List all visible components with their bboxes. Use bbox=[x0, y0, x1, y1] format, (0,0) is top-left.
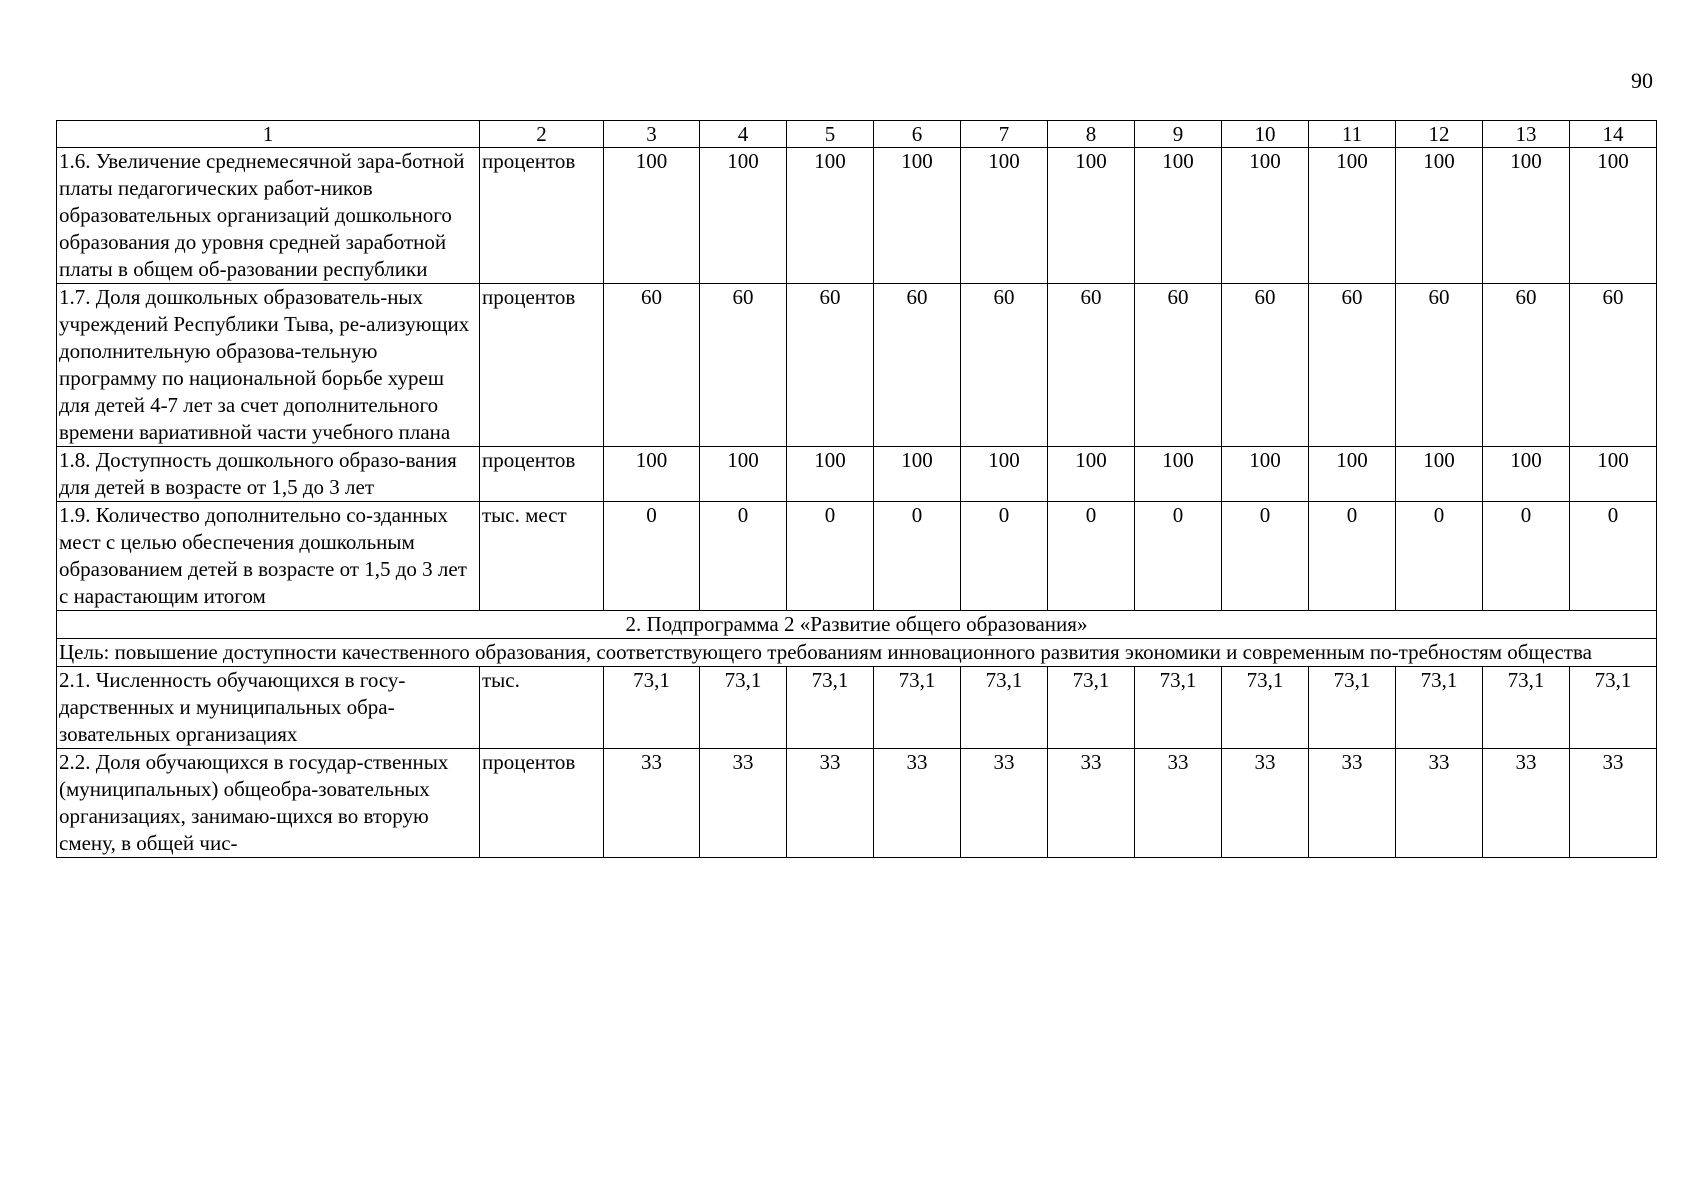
value-cell: 100 bbox=[1135, 447, 1222, 502]
value-cell: 0 bbox=[1309, 502, 1396, 611]
value-cell: 100 bbox=[961, 447, 1048, 502]
value-cell: 60 bbox=[1396, 284, 1483, 447]
value-cell: 100 bbox=[1483, 447, 1570, 502]
table-row bbox=[57, 447, 1657, 502]
value-cell: 0 bbox=[787, 502, 874, 611]
unit-cell: процентов bbox=[480, 284, 604, 447]
value-cell: 0 bbox=[700, 502, 787, 611]
value-cell: 100 bbox=[604, 148, 700, 284]
value-cell: 0 bbox=[961, 502, 1048, 611]
value-cell: 73,1 bbox=[1570, 667, 1657, 749]
value-cell: 100 bbox=[874, 447, 961, 502]
value-cell: 60 bbox=[1309, 284, 1396, 447]
page-number: 90 bbox=[1631, 68, 1653, 93]
value-cell: 100 bbox=[700, 447, 787, 502]
value-cell: 100 bbox=[700, 148, 787, 284]
value-cell: 60 bbox=[1048, 284, 1135, 447]
column-number: 4 bbox=[700, 121, 787, 148]
indicator-cell: 1.9. Количество дополнительно со-зданных мест с целью обеспечения дошкольным образованием детей в возрасте от 1,5 до 3 лет с нарастающим итогом bbox=[57, 502, 480, 611]
value-cell: 0 bbox=[604, 502, 700, 611]
table-row bbox=[57, 749, 1657, 858]
value-cell: 100 bbox=[1396, 148, 1483, 284]
value-cell: 33 bbox=[787, 749, 874, 858]
value-cell: 73,1 bbox=[604, 667, 700, 749]
value-cell: 60 bbox=[1135, 284, 1222, 447]
value-cell: 0 bbox=[1048, 502, 1135, 611]
column-number: 2 bbox=[480, 121, 604, 148]
value-cell: 73,1 bbox=[961, 667, 1048, 749]
value-cell: 0 bbox=[1222, 502, 1309, 611]
value-cell: 100 bbox=[1570, 447, 1657, 502]
column-number: 1 bbox=[57, 121, 480, 148]
value-cell: 73,1 bbox=[700, 667, 787, 749]
value-cell: 73,1 bbox=[787, 667, 874, 749]
value-cell: 100 bbox=[1309, 148, 1396, 284]
unit-cell: процентов bbox=[480, 749, 604, 858]
column-number: 7 bbox=[961, 121, 1048, 148]
column-number: 12 bbox=[1396, 121, 1483, 148]
indicator-cell: 1.6. Увеличение среднемесячной зара-ботной платы педагогических работ-ников образовательных организаций дошкольного образования до уровня средней заработной платы в общем об-разовании республики bbox=[57, 148, 480, 284]
value-cell: 73,1 bbox=[1222, 667, 1309, 749]
value-cell: 33 bbox=[1570, 749, 1657, 858]
goal-text-row bbox=[57, 639, 1657, 667]
value-cell: 33 bbox=[1483, 749, 1570, 858]
value-cell: 33 bbox=[1396, 749, 1483, 858]
value-cell: 33 bbox=[874, 749, 961, 858]
value-cell: 100 bbox=[1570, 148, 1657, 284]
value-cell: 0 bbox=[874, 502, 961, 611]
value-cell: 100 bbox=[1222, 148, 1309, 284]
unit-cell: процентов bbox=[480, 447, 604, 502]
unit-cell: тыс. мест bbox=[480, 502, 604, 611]
value-cell: 60 bbox=[1570, 284, 1657, 447]
value-cell: 100 bbox=[604, 447, 700, 502]
value-cell: 33 bbox=[1135, 749, 1222, 858]
indicator-cell: 2.1. Численность обучающихся в госу-дарственных и муниципальных обра-зовательных организациях bbox=[57, 667, 480, 749]
value-cell: 33 bbox=[1048, 749, 1135, 858]
value-cell: 60 bbox=[700, 284, 787, 447]
column-number: 10 bbox=[1222, 121, 1309, 148]
column-number: 13 bbox=[1483, 121, 1570, 148]
value-cell: 73,1 bbox=[874, 667, 961, 749]
table-row bbox=[57, 502, 1657, 611]
value-cell: 0 bbox=[1483, 502, 1570, 611]
value-cell: 60 bbox=[1483, 284, 1570, 447]
column-numbers-row bbox=[57, 121, 1657, 148]
value-cell: 33 bbox=[961, 749, 1048, 858]
value-cell: 73,1 bbox=[1396, 667, 1483, 749]
value-cell: 100 bbox=[1048, 148, 1135, 284]
value-cell: 100 bbox=[1222, 447, 1309, 502]
indicators-table bbox=[56, 120, 1657, 858]
section-title: 2. Подпрограмма 2 «Развитие общего образования» bbox=[57, 611, 1657, 639]
value-cell: 100 bbox=[1048, 447, 1135, 502]
value-cell: 33 bbox=[1222, 749, 1309, 858]
indicator-cell: 2.2. Доля обучающихся в государ-ственных (муниципальных) общеобра-зовательных организациях, занимаю-щихся во вторую смену, в общей чис- bbox=[57, 749, 480, 858]
value-cell: 33 bbox=[1309, 749, 1396, 858]
value-cell: 100 bbox=[787, 148, 874, 284]
column-number: 5 bbox=[787, 121, 874, 148]
column-number: 11 bbox=[1309, 121, 1396, 148]
table-row bbox=[57, 284, 1657, 447]
value-cell: 0 bbox=[1135, 502, 1222, 611]
table-row bbox=[57, 148, 1657, 284]
value-cell: 100 bbox=[787, 447, 874, 502]
value-cell: 73,1 bbox=[1048, 667, 1135, 749]
value-cell: 73,1 bbox=[1309, 667, 1396, 749]
unit-cell: тыс. bbox=[480, 667, 604, 749]
column-number: 14 bbox=[1570, 121, 1657, 148]
value-cell: 60 bbox=[787, 284, 874, 447]
column-number: 9 bbox=[1135, 121, 1222, 148]
table-body bbox=[57, 121, 1657, 858]
value-cell: 100 bbox=[961, 148, 1048, 284]
value-cell: 33 bbox=[604, 749, 700, 858]
section-title-row bbox=[57, 611, 1657, 639]
value-cell: 73,1 bbox=[1483, 667, 1570, 749]
value-cell: 60 bbox=[604, 284, 700, 447]
column-number: 3 bbox=[604, 121, 700, 148]
value-cell: 60 bbox=[1222, 284, 1309, 447]
value-cell: 100 bbox=[1135, 148, 1222, 284]
goal-text: Цель: повышение доступности качественного образования, соответствующего требованиям инновационного развития экономики и современным по-требностям общества bbox=[57, 639, 1657, 667]
value-cell: 100 bbox=[1483, 148, 1570, 284]
value-cell: 100 bbox=[874, 148, 961, 284]
value-cell: 73,1 bbox=[1135, 667, 1222, 749]
value-cell: 60 bbox=[961, 284, 1048, 447]
indicator-cell: 1.7. Доля дошкольных образователь-ных учреждений Республики Тыва, ре-ализующих дополнительную образова-тельную программу по национальной борьбе хуреш для детей 4-7 лет за счет дополнительного времени вариативной части учебного плана bbox=[57, 284, 480, 447]
column-number: 6 bbox=[874, 121, 961, 148]
value-cell: 100 bbox=[1309, 447, 1396, 502]
indicator-cell: 1.8. Доступность дошкольного образо-вания для детей в возрасте от 1,5 до 3 лет bbox=[57, 447, 480, 502]
column-number: 8 bbox=[1048, 121, 1135, 148]
value-cell: 100 bbox=[1396, 447, 1483, 502]
unit-cell: процентов bbox=[480, 148, 604, 284]
value-cell: 0 bbox=[1396, 502, 1483, 611]
value-cell: 33 bbox=[700, 749, 787, 858]
value-cell: 60 bbox=[874, 284, 961, 447]
value-cell: 0 bbox=[1570, 502, 1657, 611]
table-row bbox=[57, 667, 1657, 749]
